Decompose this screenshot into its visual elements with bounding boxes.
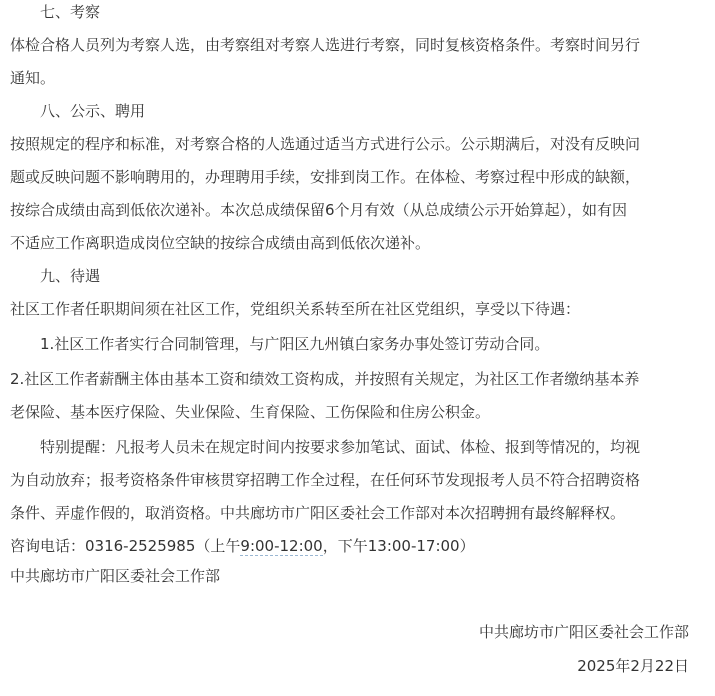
paragraph-line: 体检合格人员列为考察人选，由考察组对考察人选进行考察，同时复核资格条件。考察时间另行 <box>10 36 641 54</box>
list-item: 1.社区工作者实行合同制管理，与广阳区九州镇白家务办事处签订劳动合同。 <box>40 335 550 353</box>
contact-phone-prefix: 咨询电话：0316-2525985（上午 <box>10 537 241 555</box>
contact-org: 中共廊坊市广阳区委社会工作部 <box>10 567 221 585</box>
reminder-line: 为自动放弃；报考资格条件审核贯穿招聘工作全过程，在任何环节发现报考人员不符合招聘资格 <box>10 471 641 489</box>
paragraph-line: 不适应工作离职造成岗位空缺的按综合成绩由高到低依次递补。 <box>10 234 431 252</box>
paragraph-line: 按综合成绩由高到低依次递补。本次总成绩保留6个月有效（从总成绩公示开始算起），如有因 <box>10 201 628 219</box>
reminder-line: 条件、弄虚作假的，取消资格。中共廊坊市广阳区委社会工作部对本次招聘拥有最终解释权。 <box>10 504 626 522</box>
section-heading-inspection: 七、考察 <box>40 3 101 21</box>
paragraph-line: 按照规定的程序和标准，对考察合格的人选通过适当方式进行公示。公示期满后，对没有反映问 <box>10 135 641 153</box>
signature-date: 2025年2月22日 <box>577 657 689 675</box>
section-heading-benefits: 九、待遇 <box>40 267 101 285</box>
contact-phone-suffix: ，下午13:00-17:00） <box>322 537 475 555</box>
list-item-continuation: 老保险、基本医疗保险、失业保险、生育保险、工伤保险和住房公积金。 <box>10 403 491 421</box>
contact-phone <box>10 536 475 556</box>
signature-org: 中共廊坊市广阳区委社会工作部 <box>478 623 689 641</box>
reminder-line: 特别提醒：凡报考人员未在规定时间内按要求参加笔试、面试、体检、报到等情况的，均视 <box>40 438 641 456</box>
section-heading-publicity: 八、公示、聘用 <box>40 102 146 120</box>
contact-morning-hours: 9:00-12:00 <box>240 537 323 555</box>
paragraph-line: 社区工作者任职期间须在社区工作，党组织关系转至所在社区党组织，享受以下待遇： <box>10 300 581 318</box>
paragraph-line: 通知。 <box>10 69 56 87</box>
list-item: 2.社区工作者薪酬主体由基本工资和绩效工资构成，并按照有关规定，为社区工作者缴纳基本养 <box>10 370 640 388</box>
paragraph-line: 题或反映问题不影响聘用的，办理聘用手续，安排到岗工作。在体检、考察过程中形成的缺额， <box>10 168 641 186</box>
